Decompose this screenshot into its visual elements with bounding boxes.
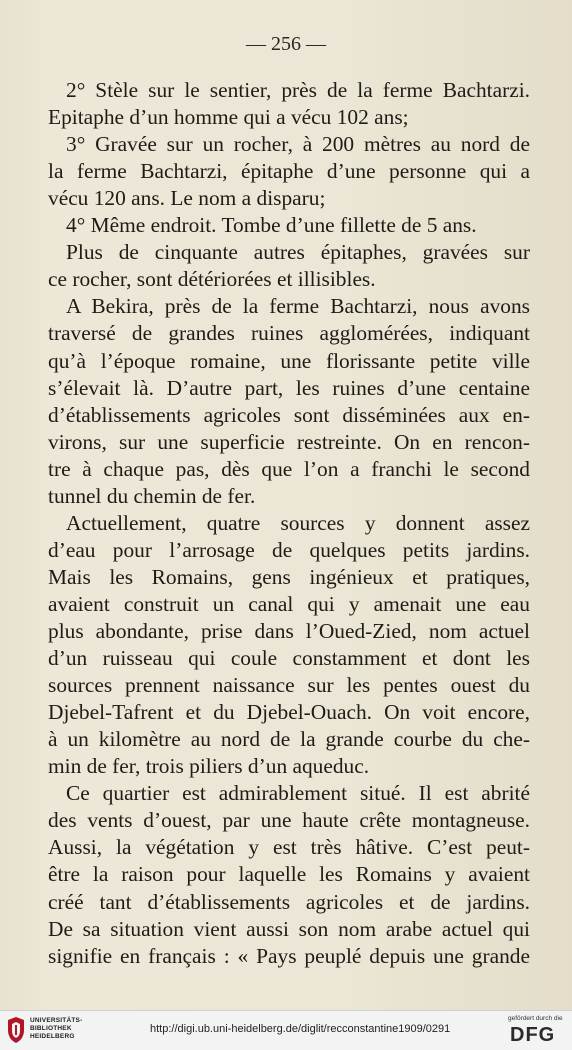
text-line: d’établissements agricoles sont disséminées aux en-	[48, 402, 530, 427]
text-line: qu’à l’époque romaine, une florissante petite ville	[48, 348, 530, 373]
text-line: Djebel-Tafrent et du Djebel-Ouach. On voit encore,	[48, 700, 530, 725]
library-line: HEIDELBERG	[30, 1033, 75, 1040]
text-line: 3° Gravée sur un rocher, à 200 mètres au nord de	[66, 132, 530, 157]
text-line: Actuellement, quatre sources y donnent assez	[66, 510, 530, 535]
text-line: sources prennent naissance sur les pentes ouest du	[48, 673, 530, 698]
text-line: De sa situation vient aussi son nom arabe actuel qui	[48, 916, 530, 941]
text-line: créé tant d’établissements agricoles et de jardins.	[48, 889, 530, 914]
text-line: traversé de grandes ruines agglomérées, indiquant	[48, 321, 530, 346]
viewer-footer	[0, 1010, 572, 1050]
text-line: A Bekira, près de la ferme Bachtarzi, nous avons	[66, 294, 530, 319]
text-line: Mais les Romains, gens ingénieux et pratiques,	[48, 564, 530, 589]
text-line: d’eau pour l’arrosage de quelques petits jardins.	[48, 537, 530, 562]
text-line: la ferme Bachtarzi, épitaphe d’une personne qui a	[48, 159, 530, 184]
text-line: tre à chaque pas, dès que l’on a franchi le second	[48, 456, 530, 481]
text-line: Ce quartier est admirablement situé. Il est abrité	[66, 781, 530, 806]
text-line: Plus de cinquante autres épitaphes, gravées sur	[66, 240, 530, 265]
library-line: BIBLIOTHEK	[30, 1025, 72, 1032]
permalink-url[interactable]: http://digi.ub.uni-heidelberg.de/diglit/recconstantine1909/0291	[150, 1023, 451, 1035]
text-line: Aussi, la végétation y est très hâtive. C’est peut-	[48, 835, 530, 860]
text-line: s’élevait là. D’autre part, les ruines d’une centaine	[48, 375, 530, 400]
text-line: plus abondante, prise dans l’Oued-Zied, nom actuel	[48, 619, 530, 643]
text-line: 4° Même endroit. Tombe d’une fillette de 5 ans.	[66, 213, 477, 238]
text-line: à un kilomètre au nord de la grande courbe du che-	[48, 727, 530, 752]
library-line: UNIVERSITÄTS-	[30, 1017, 83, 1024]
text-line: des vents d’ouest, par une haute crête montagneuse.	[48, 808, 530, 833]
funder-note: gefördert durch die	[508, 1015, 563, 1022]
dfg-logo[interactable]: DFG	[510, 1024, 556, 1046]
text-line: Epitaphe d’un homme qui a vécu 102 ans;	[48, 105, 409, 130]
university-seal-icon[interactable]	[6, 1016, 26, 1044]
text-line: min de fer, trois piliers d’un aqueduc.	[48, 754, 370, 779]
text-line: vécu 120 ans. Le nom a disparu;	[48, 186, 326, 211]
text-line: 2° Stèle sur le sentier, près de la ferme Bachtarzi.	[66, 78, 530, 102]
text-line: être la raison pour laquelle les Romains y avaient	[48, 862, 530, 887]
text-line: d’un ruisseau qui coule constamment et dont les	[48, 646, 530, 671]
text-line: signifie en français : « Pays peuplé depuis une grande	[48, 943, 530, 968]
text-line: ce rocher, sont détériorées et illisibles.	[48, 267, 376, 292]
library-logo-text[interactable]	[30, 1017, 82, 1041]
text-line: tunnel du chemin de fer.	[48, 483, 256, 508]
page-number: — 256 —	[246, 33, 326, 55]
text-line: virons, sur une superficie restreinte. On en rencon-	[48, 429, 530, 454]
text-line: avaient construit un canal qui y amenait une eau	[48, 591, 530, 616]
